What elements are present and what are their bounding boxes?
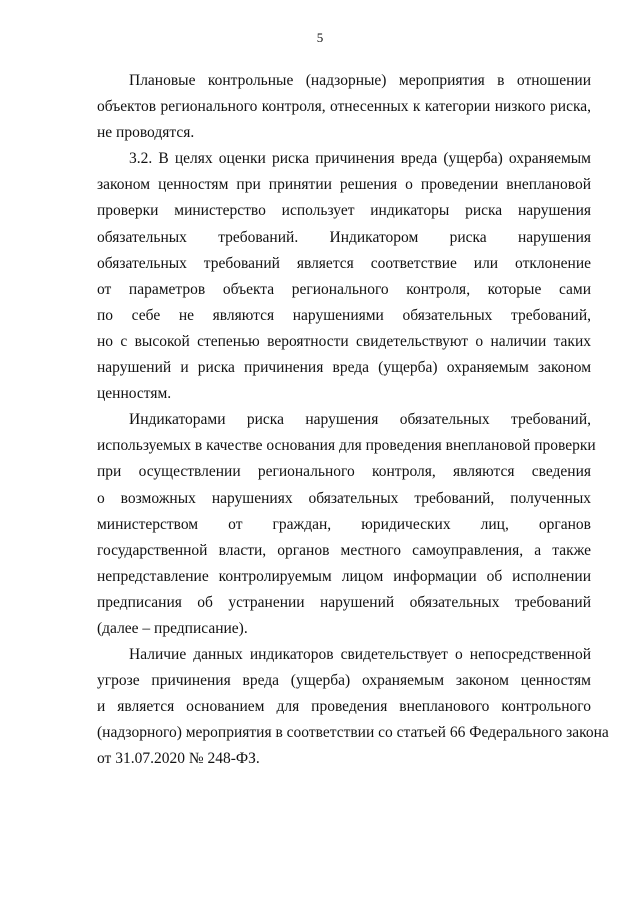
paragraph-line: и является основанием для проведения внепланового контрольного	[97, 698, 591, 716]
paragraph-1	[97, 68, 591, 146]
paragraph-line: не проводятся.	[97, 124, 195, 142]
document-body	[97, 68, 609, 773]
paragraph-line: обязательных требований. Индикатором риска нарушения	[97, 228, 591, 246]
paragraph-line: угрозе причинения вреда (ущерба) охраняемым законом ценностям	[97, 672, 591, 690]
paragraph-line: предписания об устранении нарушений обязательных требований	[97, 593, 591, 611]
paragraph-line: о возможных нарушениях обязательных требований, полученных	[97, 489, 591, 507]
paragraph-3	[97, 407, 596, 642]
paragraph-line: 3.2. В целях оценки риска причинения вреда (ущерба) охраняемым	[129, 150, 591, 168]
paragraph-line: нарушений и риска причинения вреда (ущерба) охраняемым законом	[97, 359, 591, 377]
paragraph-line: объектов регионального контроля, отнесенных к категории низкого риска,	[97, 98, 591, 116]
paragraph-line: Наличие данных индикаторов свидетельствует о непосредственной	[129, 646, 591, 664]
page-number: 5	[316, 30, 324, 45]
paragraph-line: законом ценностям при принятии решения о проведении внеплановой	[97, 176, 591, 194]
paragraph-line: (далее – предписание).	[97, 619, 248, 637]
paragraph-line: проверки министерство использует индикаторы риска нарушения	[97, 202, 591, 220]
paragraph-line: используемых в качестве основания для проведения внеплановой проверки	[97, 437, 596, 455]
paragraph-line: от 31.07.2020 № 248-ФЗ.	[97, 750, 260, 768]
paragraph-line: непредставление контролируемым лицом информации об исполнении	[97, 567, 591, 585]
paragraph-line: ценностям.	[97, 385, 172, 403]
paragraph-line: при осуществлении регионального контроля, являются сведения	[97, 463, 591, 481]
paragraph-line: по себе не являются нарушениями обязательных требований,	[97, 306, 591, 324]
paragraph-line: государственной власти, органов местного самоуправления, а также	[97, 541, 591, 559]
paragraph-line: обязательных требований является соответствие или отклонение	[97, 254, 591, 272]
paragraph-2	[97, 146, 591, 407]
paragraph-line: от параметров объекта регионального контроля, которые сами	[97, 280, 591, 298]
paragraph-4	[97, 642, 609, 772]
paragraph-line: (надзорного) мероприятия в соответствии со статьей 66 Федерального закона	[97, 724, 609, 742]
paragraph-line: но с высокой степенью вероятности свидетельствуют о наличии таких	[97, 332, 591, 350]
paragraph-line: министерством от граждан, юридических лиц, органов	[97, 515, 591, 533]
paragraph-line: Индикаторами риска нарушения обязательных требований,	[129, 411, 591, 429]
paragraph-line: Плановые контрольные (надзорные) мероприятия в отношении	[129, 72, 591, 89]
